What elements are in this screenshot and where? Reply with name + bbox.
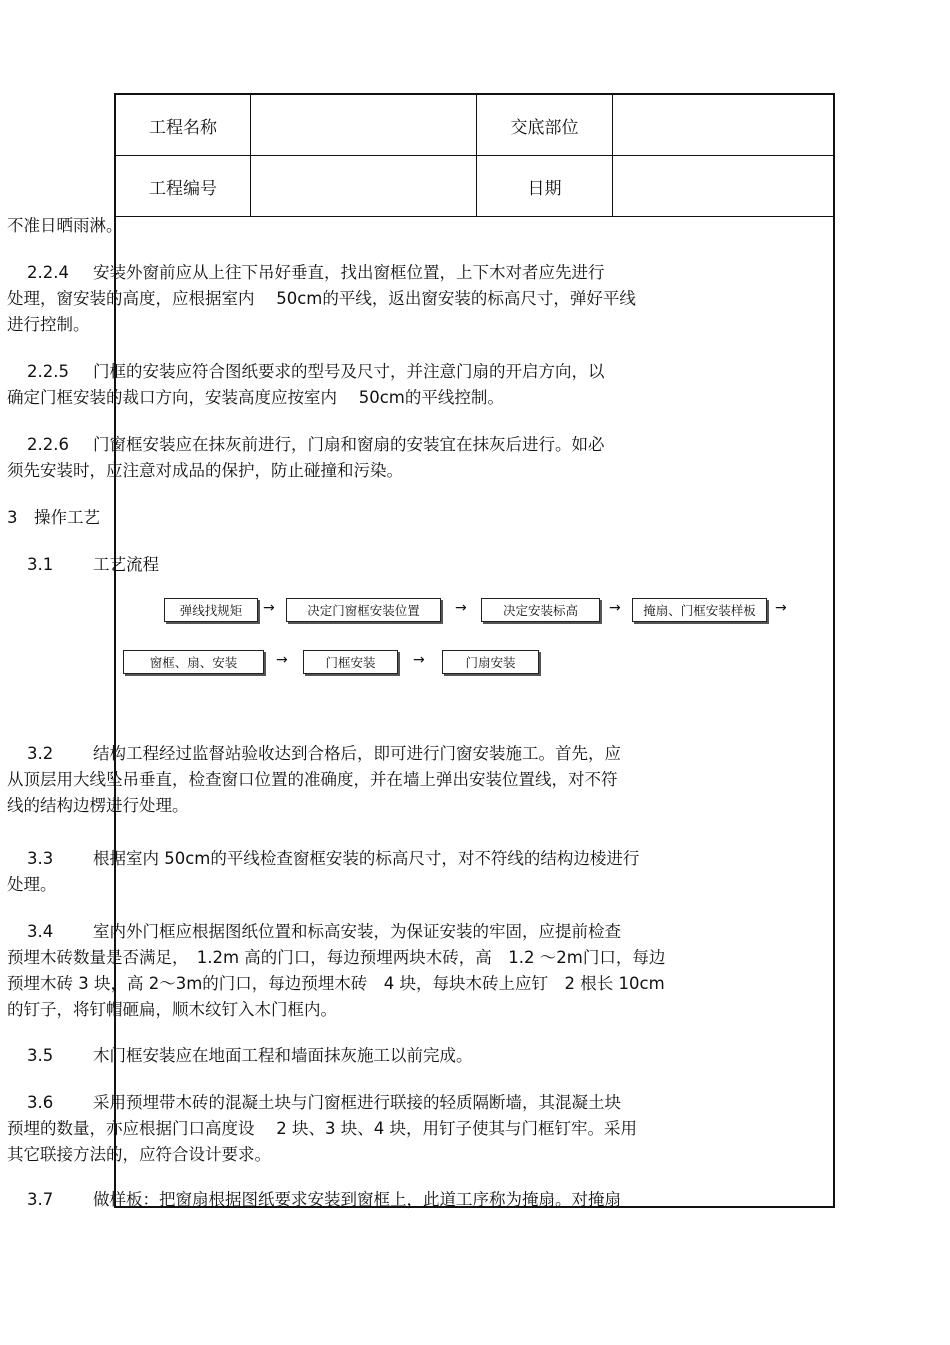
para-225-line-2: 确定门框安装的裁口方向，安装高度应按室内 50cm的平线控制。	[7, 388, 504, 407]
para-number: 3.6	[27, 1093, 54, 1112]
header-row-2	[116, 156, 833, 217]
para-36-line-3: 其它联接方法的，应符合设计要求。	[7, 1145, 271, 1164]
para-34-line-4: 的钉子，将钉帽砸扁，顺木纹钉入木门框内。	[7, 1000, 337, 1019]
para-text: 采用预埋带木砖的混凝土块与门窗框进行联接的轻质隔断墙，其混凝土块	[93, 1093, 621, 1112]
date-label: 日期	[477, 156, 613, 216]
para-224-line-3: 进行控制。	[7, 315, 90, 334]
flow-arrow-icon: →	[276, 652, 288, 668]
para-text: 根据室内 50cm的平线检查窗框安装的标高尺寸，对不符线的结构边棱进行	[93, 849, 640, 868]
para-226-line-2: 须先安装时，应注意对成品的保护，防止碰撞和污染。	[7, 461, 403, 480]
continued-text: 不准日晒雨淋。	[7, 216, 123, 235]
flow-arrow-icon: →	[775, 600, 787, 616]
flow-arrow-icon: →	[455, 600, 467, 616]
para-34-line-2: 预埋木砖数量是否满足， 1.2m 高的门口，每边预埋两块木砖，高 1.2 ～2m门口，每边	[7, 948, 666, 967]
flow-step-5: 窗框、扇、安装	[123, 650, 264, 674]
para-32-line-2: 从顶层用大线坠吊垂直，检查窗口位置的准确度，并在墙上弹出安装位置线，对不符	[7, 770, 618, 789]
para-text: 工艺流程	[93, 555, 159, 574]
para-32-line-1	[7, 741, 707, 767]
para-text: 做样板：把窗扇根据图纸要求安装到窗框上，此道工序称为掩扇。对掩扇	[93, 1190, 621, 1209]
project-name-label: 工程名称	[116, 95, 251, 155]
para-number: 3.4	[27, 922, 54, 941]
para-number: 2.2.4	[27, 263, 69, 282]
date-value	[613, 156, 833, 216]
para-number: 2.2.6	[27, 435, 69, 454]
para-number: 3.1	[27, 555, 54, 574]
para-text: 安装外窗前应从上往下吊好垂直，找出窗框位置，上下木对者应先进行	[93, 263, 605, 282]
part-value	[613, 95, 833, 155]
part-label: 交底部位	[477, 95, 613, 155]
para-225-line-1	[7, 359, 707, 385]
para-226-line-1	[7, 432, 707, 458]
para-34-line-1	[7, 919, 707, 945]
para-33-line-1	[7, 846, 707, 872]
flow-step-7: 门扇安装	[442, 650, 539, 674]
header-row-1	[116, 95, 833, 156]
para-34-line-3: 预埋木砖 3 块，高 2～3m的门口，每边预埋木砖 4 块，每块木砖上应钉 2 根长 10cm	[7, 974, 665, 993]
flow-arrow-icon: →	[609, 600, 621, 616]
para-31-line-1	[7, 552, 707, 578]
para-35-line-1	[7, 1043, 707, 1069]
para-number: 3.2	[27, 744, 54, 763]
para-224-line-2: 处理，窗安装的高度，应根据室内 50cm的平线，返出窗安装的标高尺寸，弹好平线	[7, 289, 636, 308]
para-37-line-1	[7, 1187, 707, 1213]
para-text: 结构工程经过监督站验收达到合格后，即可进行门窗安装施工。首先，应	[93, 744, 621, 763]
para-text: 门框的安装应符合图纸要求的型号及尺寸，并注意门扇的开启方向，以	[93, 362, 605, 381]
flow-step-1: 弹线找规矩	[164, 598, 258, 622]
para-number: 3.3	[27, 849, 54, 868]
para-32-line-3: 线的结构边楞进行处理。	[7, 796, 189, 815]
para-36-line-2: 预埋的数量，亦应根据门口高度设 2 块、3 块、4 块，用钉子使其与门框钉牢。采用	[7, 1119, 637, 1138]
flow-step-6: 门框安装	[303, 650, 398, 674]
project-no-value	[251, 156, 477, 216]
flow-step-4: 掩扇、门框安装样板	[632, 598, 767, 622]
para-number: 3.7	[27, 1190, 54, 1209]
para-number: 3.5	[27, 1046, 54, 1065]
para-33-line-2: 处理。	[7, 875, 57, 894]
para-224-line-1	[7, 260, 707, 286]
para-text: 门窗框安装应在抹灰前进行，门扇和窗扇的安装宜在抹灰后进行。如必	[93, 435, 605, 454]
section-3-heading: 3 操作工艺	[7, 508, 100, 527]
flow-step-3: 决定安装标高	[481, 598, 600, 622]
para-text: 木门框安装应在地面工程和墙面抹灰施工以前完成。	[93, 1046, 473, 1065]
flow-step-2: 决定门窗框安装位置	[286, 598, 441, 622]
project-name-value	[251, 95, 477, 155]
flow-arrow-icon: →	[263, 600, 275, 616]
para-36-line-1	[7, 1090, 707, 1116]
para-text: 室内外门框应根据图纸位置和标高安装，为保证安装的牢固，应提前检查	[93, 922, 621, 941]
project-no-label: 工程编号	[116, 156, 251, 216]
para-number: 2.2.5	[27, 362, 69, 381]
flow-arrow-icon: →	[413, 652, 425, 668]
